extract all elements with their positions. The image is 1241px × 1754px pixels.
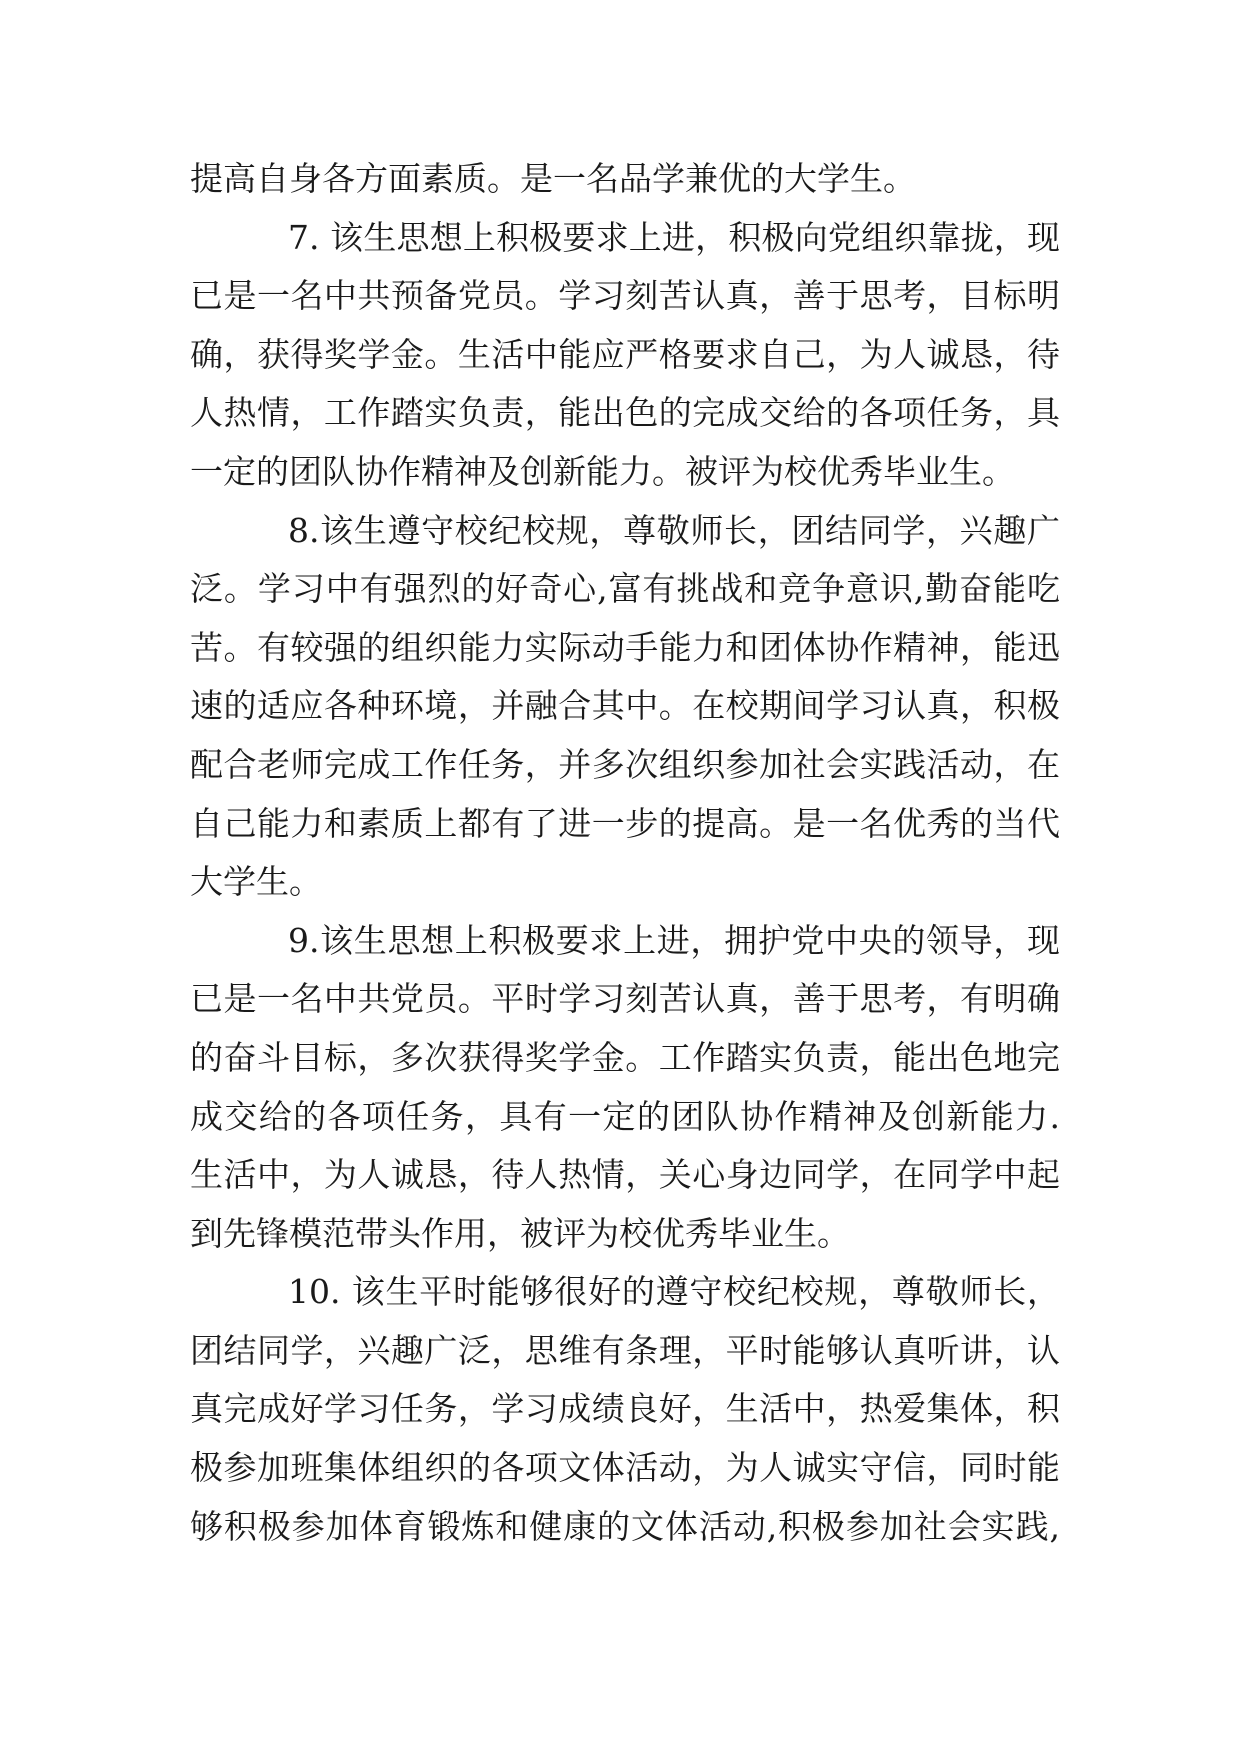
text-line: 团结同学，兴趣广泛，思维有条理，平时能够认真听讲，认 — [190, 1330, 1060, 1370]
text-line: 生活中，为人诚恳，待人热情，关心身边同学，在同学中起 — [190, 1155, 1060, 1195]
text-line: 确，获得奖学金。生活中能应严格要求自己，为人诚恳，待 — [190, 334, 1060, 374]
text-line: 极参加班集体组织的各项文体活动，为人诚实守信，同时能 — [190, 1448, 1060, 1488]
paragraph-p6-tail — [190, 150, 1060, 209]
text-line: 速的适应各种环境，并融合其中。在校期间学习认真，积极 — [190, 686, 1060, 726]
text-line: 人热情，工作踏实负责，能出色的完成交给的各项任务，具 — [190, 393, 1060, 433]
text-line: 一定的团队协作精神及创新能力。被评为校优秀毕业生。 — [190, 451, 1015, 491]
text-line: 到先锋模范带头作用，被评为校优秀毕业生。 — [190, 1213, 850, 1253]
text-line: 泛。学习中有强烈的好奇心,富有挑战和竞争意识,勤奋能吃 — [190, 569, 1060, 609]
text-line: 10. 该生平时能够很好的遵守校纪校规，尊敬师长， — [288, 1272, 1060, 1312]
text-line: 已是一名中共党员。平时学习刻苦认真，善于思考，有明确 — [190, 979, 1060, 1019]
text-line: 8.该生遵守校纪校规，尊敬师长，团结同学，兴趣广 — [288, 510, 1060, 550]
text-line: 9.该生思想上积极要求上进，拥护党中央的领导，现 — [288, 920, 1060, 960]
text-line: 7. 该生思想上积极要求上进，积极向党组织靠拢，现 — [288, 217, 1060, 257]
paragraph-8 — [190, 502, 1060, 912]
paragraph-10 — [190, 1263, 1060, 1556]
text-line: 真完成好学习任务，学习成绩良好，生活中，热爱集体，积 — [190, 1389, 1060, 1429]
text-line: 成交给的各项任务，具有一定的团队协作精神及创新能力. — [190, 1096, 1060, 1136]
document-page — [190, 150, 1060, 1556]
text-line: 大学生。 — [190, 862, 322, 902]
text-line: 的奋斗目标，多次获得奖学金。工作踏实负责，能出色地完 — [190, 1037, 1060, 1077]
text-line: 够积极参加体育锻炼和健康的文体活动,积极参加社会实践, — [190, 1506, 1060, 1546]
text-line: 自己能力和素质上都有了进一步的提高。是一名优秀的当代 — [190, 803, 1060, 843]
text-line: 配合老师完成工作任务，并多次组织参加社会实践活动，在 — [190, 744, 1060, 784]
text-line: 苦。有较强的组织能力实际动手能力和团体协作精神，能迅 — [190, 627, 1060, 667]
text-line: 提高自身各方面素质。是一名品学兼优的大学生。 — [190, 159, 916, 198]
paragraph-7 — [190, 209, 1060, 502]
text-line: 已是一名中共预备党员。学习刻苦认真，善于思考，目标明 — [190, 276, 1060, 316]
paragraph-9 — [190, 912, 1060, 1264]
